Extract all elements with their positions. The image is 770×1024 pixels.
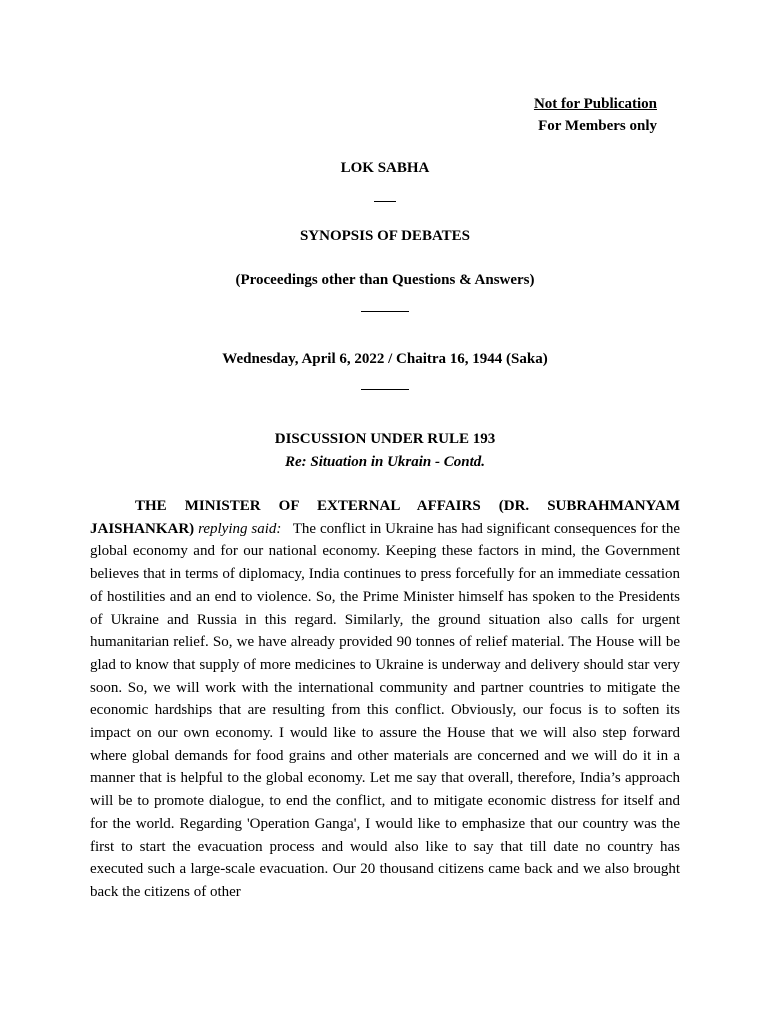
speaker-name: THE MINISTER OF EXTERNAL AFFAIRS (DR. SUBRAHMANYAM JAISHANKAR) (90, 498, 680, 537)
members-only-label: For Members only (538, 118, 657, 134)
house-name: LOK SABHA (340, 160, 430, 176)
speech-verb: replying said: (198, 520, 282, 537)
publication-notice (534, 93, 657, 137)
subtitle-divider (361, 311, 409, 312)
document-subtitle: (Proceedings other than Questions & Answers) (235, 272, 535, 288)
not-for-publication-label: Not for Publication (533, 96, 657, 112)
sitting-date: Wednesday, April 6, 2022 / Chaitra 16, 1944 (Saka) (222, 351, 548, 367)
discussion-heading: DISCUSSION UNDER RULE 193 (274, 431, 496, 447)
document-title: SYNOPSIS OF DEBATES (299, 228, 471, 244)
speech-paragraph (90, 495, 680, 904)
discussion-subject: Re: Situation in Ukrain - Contd. (284, 454, 486, 470)
speech-text: The conflict in Ukraine has had significant consequences for the global economy and for our national economy. Keeping these factors in mind, the Government believes that in terms of diplomacy, India continues to press forcefully for an immediate cessation of hostilities and an end to violence. So, the Prime Minister himself has spoken to the Presidents of Ukraine and Russia in this regard. Similarly, the ground situation also calls for urgent humanitarian relief. So, we have already provided 90 tonnes of relief material. The House will be glad to know that supply of more medicines to Ukraine is underway and delivery should star very soon. So, we will work with the international community and partner countries to mitigate the economic hardships that are resulting from this conflict. Obviously, our focus is to soften its impact on our own economy. I would like to assure the House that we will also step forward where global demands for food grains and other materials are concerned and we will do it in a manner that is helpful to the global economy. Let me say that overall, therefore, India’s approach will be to promote dialogue, to end the conflict, and to mitigate economic distress for itself and for the world. Regarding 'Operation Ganga', I would like to emphasize that our country was the first to start the evacuation process and would also like to say that till date no country has executed such a large-scale evacuation. Our 20 thousand citizens came back and we also brought back the citizens of other (90, 520, 680, 900)
date-divider (361, 389, 409, 390)
house-divider (374, 201, 396, 202)
